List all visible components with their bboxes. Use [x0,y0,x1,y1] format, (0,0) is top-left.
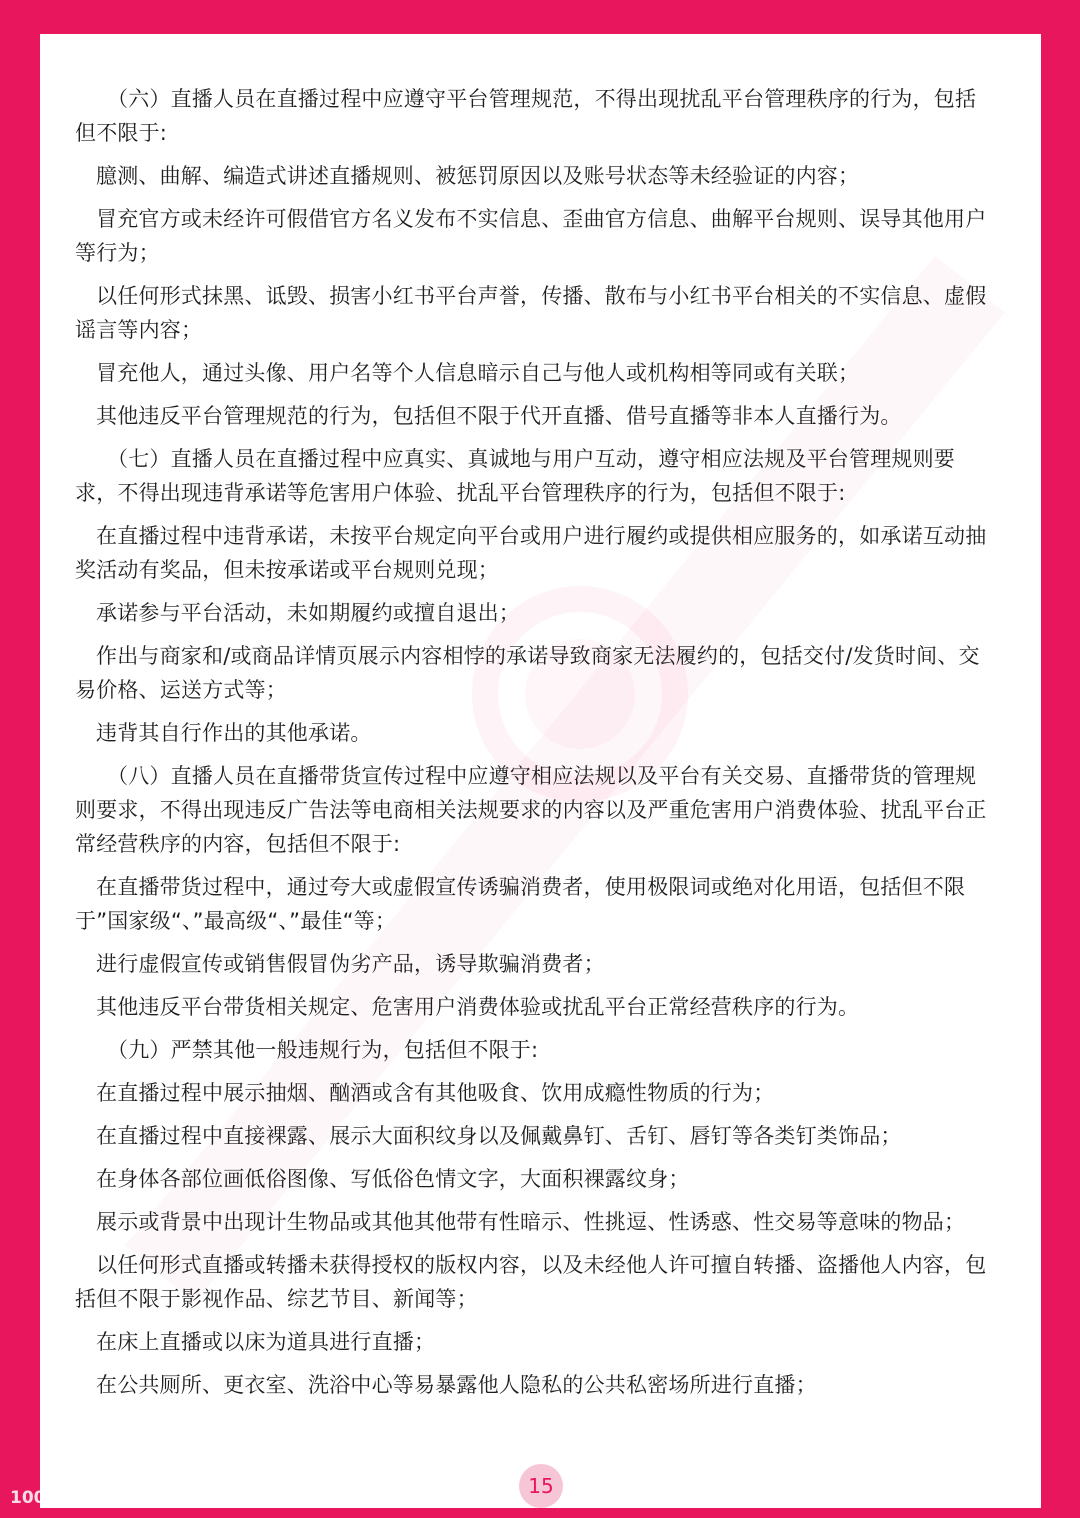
brand-watermark [10,1484,128,1512]
rule-item: 在直播过程中违背承诺，未按平台规定向平台或用户进行履约或提供相应服务的，如承诺互动抽奖活动有奖品，但未按承诺或平台规则兑现； [75,524,987,582]
rule-item: 在公共厕所、更衣室、洗浴中心等易暴露他人隐私的公共私密场所进行直播； [96,1373,817,1397]
rule-item: 在直播带货过程中，通过夸大或虚假宣传诱骗消费者，使用极限词或绝对化用语，包括但不限于”国家级“、”最高级“、”最佳“等； [75,875,966,933]
section-heading: （七）直播人员在直播过程中应真实、真诚地与用户互动，遵守相应法规及平台管理规则要求，不得出现违背承诺等危害用户体验、扰乱平台管理秩序的行为，包括但不限于: [75,447,955,505]
rule-item: 作出与商家和/或商品详情页展示内容相悖的承诺导致商家无法履约的，包括交付/发货时间、交易价格、运送方式等； [75,644,980,702]
section-heading: （九）严禁其他一般违规行为，包括但不限于: [107,1038,539,1062]
rule-item: 冒充他人，通过头像、用户名等个人信息暗示自己与他人或机构相等同或有关联； [96,361,860,385]
rule-item: 在身体各部位画低俗图像、写低俗色情文字，大面积裸露纹身； [96,1167,690,1191]
rule-item: 其他违反平台管理规范的行为，包括但不限于代开直播、借号直播等非本人直播行为。 [96,404,902,428]
brand-logo: 100 [10,1488,46,1508]
rule-item: 在直播过程中展示抽烟、酗酒或含有其他吸食、饮用成瘾性物质的行为； [96,1081,775,1105]
page-number: 15 [519,1464,563,1508]
rule-item: 进行虚假宣传或销售假冒伪劣产品，诱导欺骗消费者； [96,952,605,976]
document-body [75,82,995,1411]
section-heading: （六）直播人员在直播过程中应遵守平台管理规范，不得出现扰乱平台管理秩序的行为，包括但不限于: [75,87,977,145]
rule-item: 以任何形式抹黑、诋毁、损害小红书平台声誉，传播、散布与小红书平台相关的不实信息、虚假谣言等内容； [75,284,987,342]
rule-item: 冒充官方或未经许可假借官方名义发布不实信息、歪曲官方信息、曲解平台规则、误导其他用户等行为； [75,207,987,265]
document-page [40,34,1041,1508]
section-heading: （八）直播人员在直播带货宣传过程中应遵守相应法规以及平台有关交易、直播带货的管理规则要求，不得出现违反广告法等电商相关法规要求的内容以及严重危害用户消费体验、扰乱平台正常经营秩序的内容，包括但不限于: [75,764,987,856]
rule-item: 承诺参与平台活动，未如期履约或擅自退出； [96,601,520,625]
rule-item: 违背其自行作出的其他承诺。 [96,721,372,745]
rule-item: 以任何形式直播或转播未获得授权的版权内容，以及未经他人许可擅自转播、盗播他人内容，包括但不限于影视作品、综艺节目、新闻等； [75,1253,987,1311]
brand-name: 大数跨境 [51,1488,128,1511]
rule-item: 在直播过程中直接裸露、展示大面积纹身以及佩戴鼻钉、舌钉、唇钉等各类钉类饰品； [96,1124,902,1148]
rule-item: 在床上直播或以床为道具进行直播； [96,1330,436,1354]
rule-item: 展示或背景中出现计生物品或其他其他带有性暗示、性挑逗、性诱惑、性交易等意味的物品； [96,1210,966,1234]
rule-item: 臆测、曲解、编造式讲述直播规则、被惩罚原因以及账号状态等未经验证的内容； [96,164,860,188]
rule-item: 其他违反平台带货相关规定、危害用户消费体验或扰乱平台正常经营秩序的行为。 [96,995,860,1019]
